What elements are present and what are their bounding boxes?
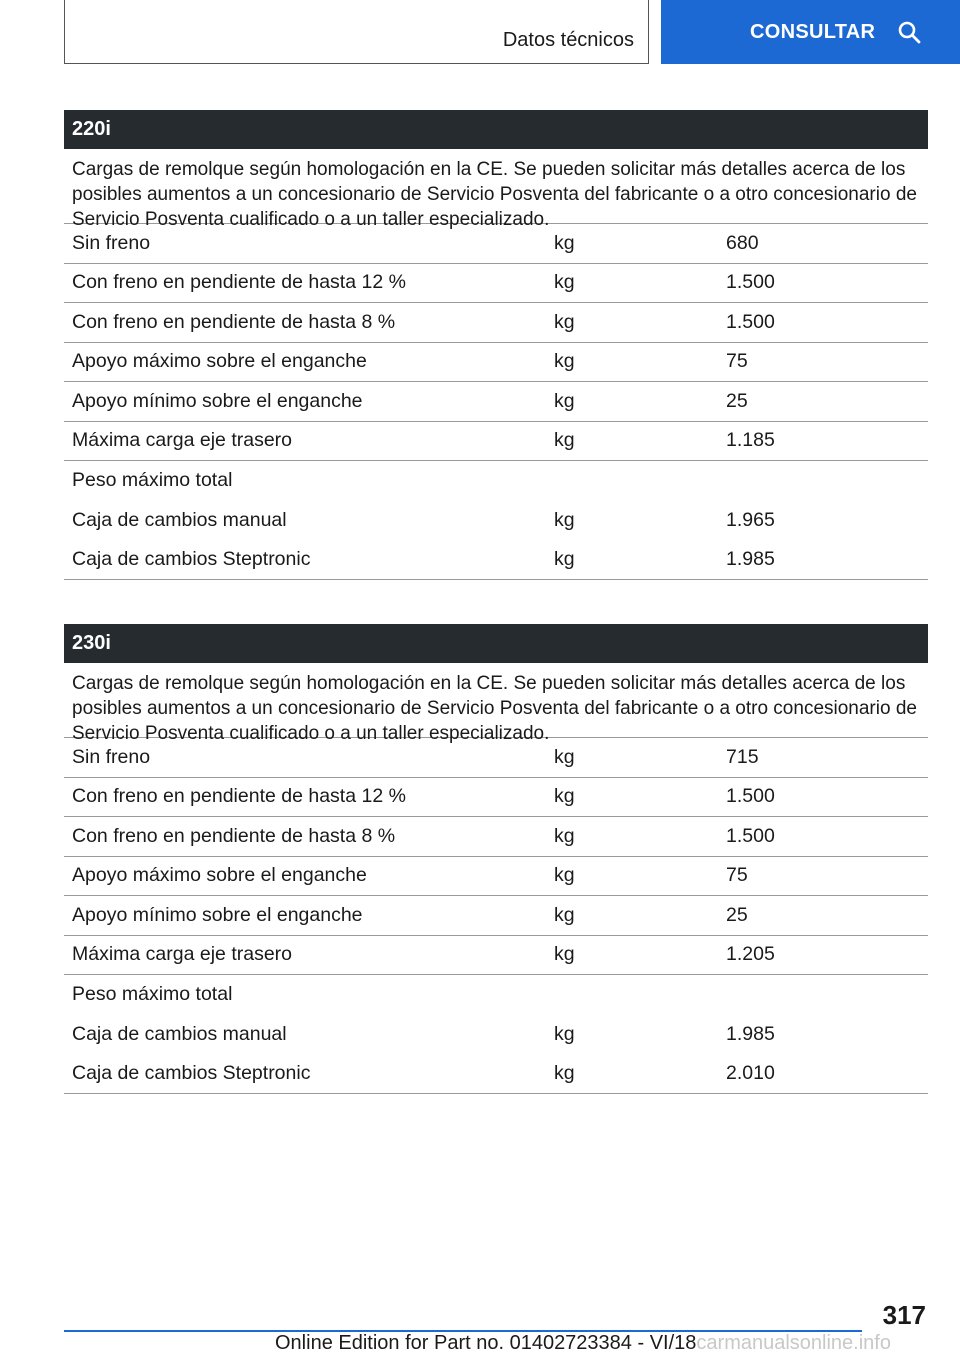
row-value: 1.500: [726, 271, 775, 294]
row-label: Apoyo mínimo sobre el enganche: [72, 389, 363, 412]
header-title: Datos técnicos: [502, 29, 634, 51]
row-unit: kg: [554, 1061, 575, 1084]
section-heading: 230i: [64, 624, 928, 663]
consult-button-label: CONSULTAR: [750, 20, 876, 43]
row-label: Sin freno: [72, 745, 151, 768]
row-unit: kg: [554, 350, 575, 373]
row-unit: kg: [554, 785, 575, 808]
table-row: [64, 936, 928, 976]
row-unit: kg: [554, 864, 575, 887]
search-icon: [897, 20, 921, 44]
section-220i: [64, 110, 928, 580]
row-unit: kg: [554, 943, 575, 966]
table-row: [64, 501, 928, 541]
table-row: [64, 817, 928, 857]
row-label: Apoyo máximo sobre el enganche: [72, 350, 367, 373]
row-unit: kg: [554, 903, 575, 926]
row-value: 75: [726, 350, 748, 373]
row-value: 1.500: [726, 310, 775, 333]
table-row: [64, 382, 928, 422]
row-label: Caja de cambios manual: [72, 508, 287, 531]
row-unit: kg: [554, 231, 575, 254]
row-label: Con freno en pendiente de hasta 12 %: [72, 785, 406, 808]
row-unit: kg: [554, 429, 575, 452]
row-value: 25: [726, 389, 748, 412]
table-row: [64, 422, 928, 462]
table-row: [64, 343, 928, 383]
row-label: Caja de cambios Steptronic: [72, 1061, 311, 1084]
row-label: Máxima carga eje trasero: [72, 429, 293, 452]
row-unit: kg: [554, 745, 575, 768]
page-number: 317: [882, 1300, 926, 1330]
table-row: [64, 303, 928, 343]
row-value: 2.010: [726, 1061, 775, 1084]
watermark-text: carmanualsonline.info: [696, 1332, 891, 1354]
table-row: [64, 896, 928, 936]
row-label: Con freno en pendiente de hasta 12 %: [72, 271, 406, 294]
header-title-box: [64, 0, 649, 64]
row-label: Con freno en pendiente de hasta 8 %: [72, 310, 396, 333]
row-unit: kg: [554, 508, 575, 531]
row-unit: kg: [554, 1022, 575, 1045]
row-value: 1.500: [726, 824, 775, 847]
row-unit: kg: [554, 547, 575, 570]
consult-button[interactable]: [661, 0, 960, 64]
row-label: Con freno en pendiente de hasta 8 %: [72, 824, 396, 847]
row-unit: kg: [554, 271, 575, 294]
row-value: 715: [726, 745, 759, 768]
table-row: [64, 857, 928, 897]
row-unit: kg: [554, 310, 575, 333]
row-label: Peso máximo total: [72, 983, 233, 1006]
row-label: Apoyo máximo sobre el enganche: [72, 864, 367, 887]
row-value: 1.985: [726, 547, 775, 570]
section-description: Cargas de remolque según homologación en la CE. Se pueden solicitar más detalles acerca de los posibles aumentos a un concesionario de Servicio Posventa del fabricante o a otro concesionario de Servicio Posventa cualificado o a un taller especializado.: [64, 149, 928, 224]
section-230i: [64, 624, 928, 1094]
row-label: Peso máximo total: [72, 469, 233, 492]
table-row: [64, 1015, 928, 1055]
section-description: Cargas de remolque según homologación en la CE. Se pueden solicitar más detalles acerca de los posibles aumentos a un concesionario de Servicio Posventa del fabricante o a otro concesionario de Servicio Posventa cualificado o a un taller especializado.: [64, 663, 928, 738]
row-label: Caja de cambios manual: [72, 1022, 287, 1045]
row-label: Máxima carga eje trasero: [72, 943, 293, 966]
footer-edition: [275, 1332, 891, 1355]
table-row: [64, 778, 928, 818]
table-row: [64, 540, 928, 580]
row-label: Caja de cambios Steptronic: [72, 547, 311, 570]
table-row: [64, 264, 928, 304]
row-value: 75: [726, 864, 748, 887]
row-unit: kg: [554, 389, 575, 412]
row-value: 1.185: [726, 429, 775, 452]
table-row: [64, 1054, 928, 1094]
row-value: 1.985: [726, 1022, 775, 1045]
row-label: Sin freno: [72, 231, 151, 254]
row-value: 680: [726, 231, 759, 254]
row-value: 25: [726, 903, 748, 926]
row-unit: kg: [554, 824, 575, 847]
row-value: 1.500: [726, 785, 775, 808]
row-label: Apoyo mínimo sobre el enganche: [72, 903, 363, 926]
table-row-group-label: [64, 461, 928, 501]
row-value: 1.205: [726, 943, 775, 966]
table-row-group-label: [64, 975, 928, 1015]
section-heading: 220i: [64, 110, 928, 149]
edition-text: Online Edition for Part no. 01402723384 - VI/18: [275, 1332, 697, 1354]
row-value: 1.965: [726, 508, 775, 531]
